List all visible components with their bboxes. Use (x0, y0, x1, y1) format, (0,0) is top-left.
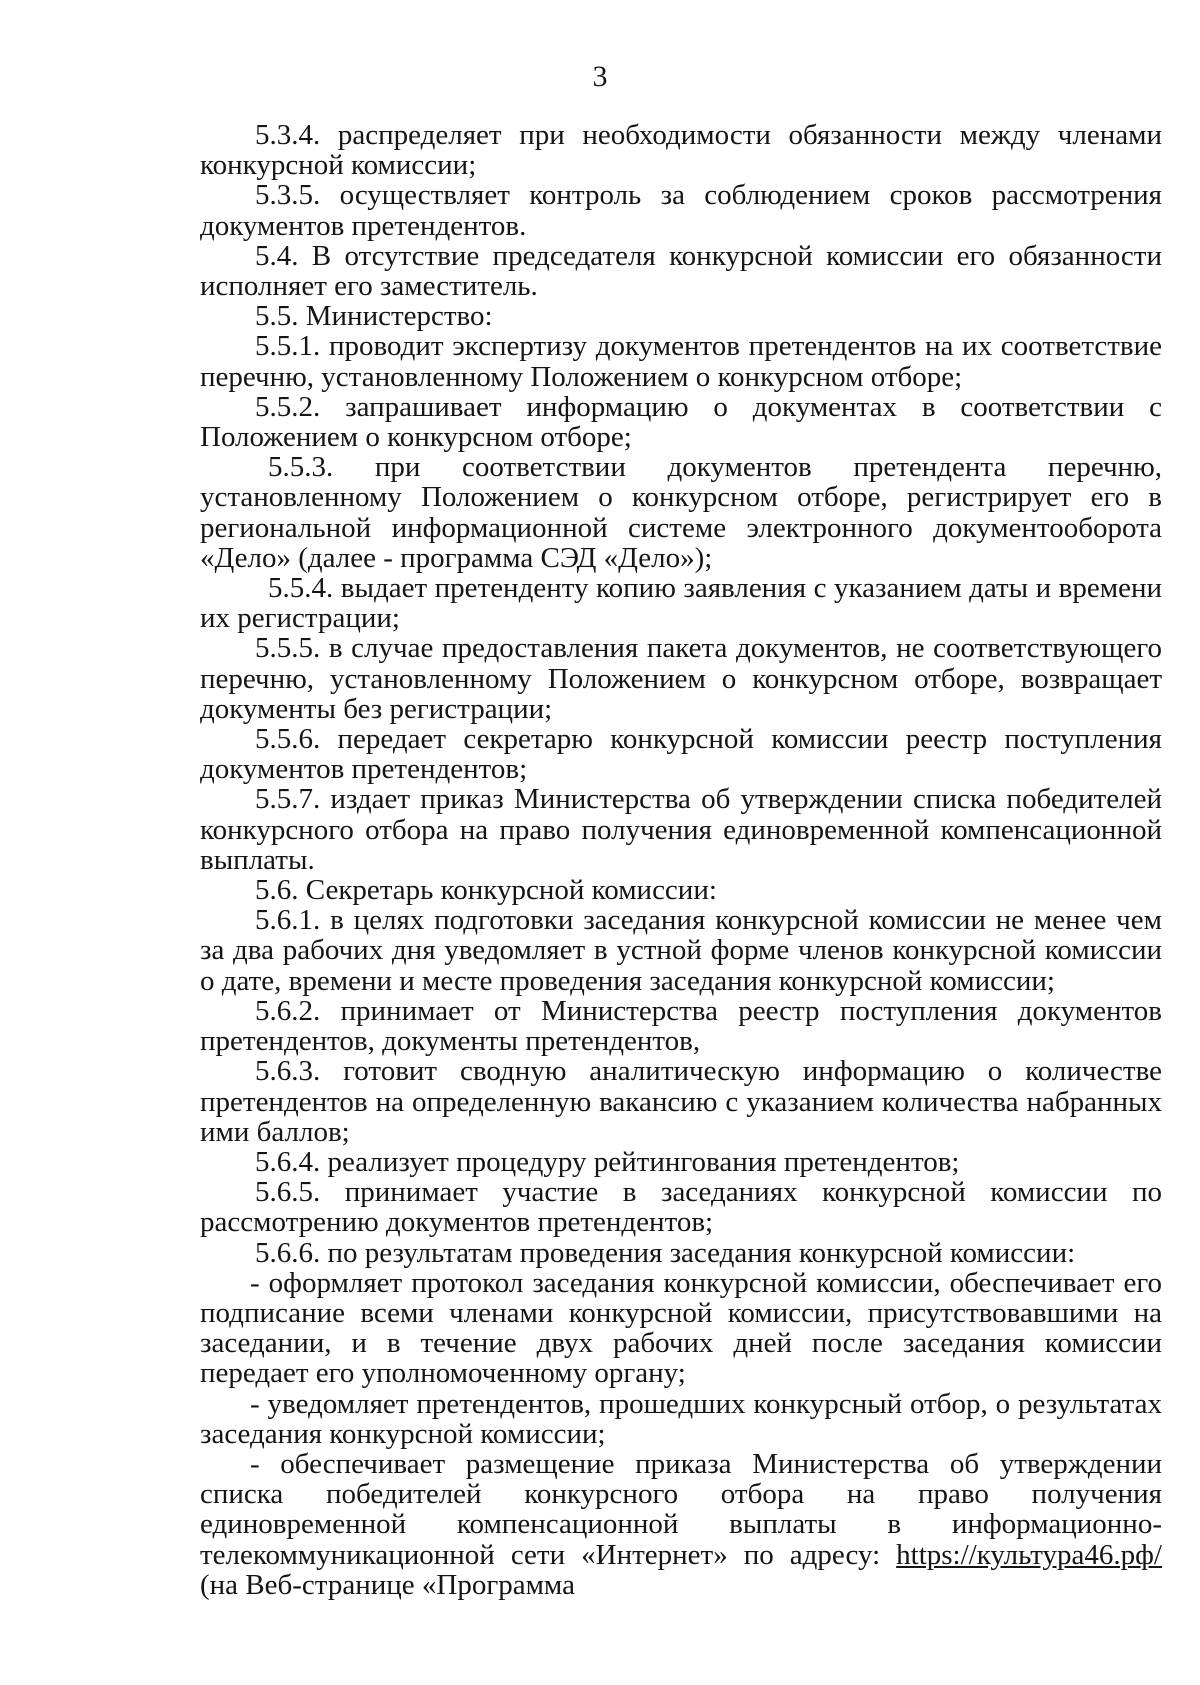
paragraph-5-3-4: 5.3.4. распределяет при необходимости обязанности между членами конкурсной комиссии; (200, 119, 1162, 182)
paragraph-5-6-2: 5.6.2. принимает от Министерства реестр поступления документов претендентов, документы претендентов, (200, 994, 1162, 1058)
paragraph-5-6: 5.6. Секретарь конкурсной комиссии: (255, 874, 717, 907)
paragraph-5-6-1: 5.6.1. в целях подготовки заседания конкурсной комиссии не менее чем за два рабочих дня уведомляет в устной форме членов конкурсной комиссии о дате, времени и месте проведения заседания конкурсной комиссии; (200, 904, 1162, 997)
paragraph-5-6-5: 5.6.5. принимает участие в заседаниях конкурсной комиссии по рассмотрению документов претендентов; (200, 1176, 1162, 1239)
website-link[interactable]: https://культура46.рф/ (896, 1538, 1162, 1571)
paragraph-5-5: 5.5. Министерство: (255, 300, 493, 333)
paragraph-protocol-item: - оформляет протокол заседания конкурсной комиссии, обеспечивает его подписание всеми членами конкурсной комиссии, присутствовавшими на заседании, и в течение двух рабочих дней после заседания комиссии передает его уполномоченному органу; (200, 1266, 1162, 1390)
publish-item-text: - обеспечивает размещение приказа Министерства об утверждении списка победителей конкурсного отбора на право получения единовременной компенсационной выплаты в информационно-телекоммуникационной сети «Интернет» по адресу: (200, 1447, 1162, 1571)
paragraph-5-5-3: 5.5.3. при соответствии документов претендента перечню, установленному Положением о конкурсном отборе, регистрирует его в региональной информационной системе электронного документооборота «Дело» (далее - программа СЭД «Дело»); (200, 451, 1162, 574)
page-number: 3 (592, 60, 608, 93)
paragraph-5-4: 5.4. В отсутствие председателя конкурсной комиссии его обязанности исполняет его заместитель. (200, 239, 1162, 303)
paragraph-notify-item: - уведомляет претендентов, прошедших конкурсный отбор, о результатах заседания конкурсной комиссии; (200, 1387, 1162, 1450)
paragraph-5-5-2: 5.5.2. запрашивает информацию о документах в соответствии с Положением о конкурсном отборе; (200, 390, 1162, 454)
paragraph-5-5-5: 5.5.5. в случае предоставления пакета документов, не соответствующего перечню, установленному Положением о конкурсном отборе, возвращает документы без регистрации; (200, 632, 1162, 725)
paragraph-5-6-4: 5.6.4. реализует процедуру рейтингования претендентов; (255, 1145, 960, 1178)
paragraph-5-5-1: 5.5.1. проводит экспертизу документов претендентов на их соответствие перечню, установленному Положением о конкурсном отборе; (200, 330, 1162, 393)
paragraph-5-5-7: 5.5.7. издает приказ Министерства об утверждении списка победителей конкурсного отбора на право получения единовременной компенсационной выплаты. (200, 783, 1162, 876)
paragraph-5-3-5: 5.3.5. осуществляет контроль за соблюдением сроков рассмотрения документов претендентов. (200, 179, 1162, 242)
publish-item-continuation: (на Веб-странице «Программа (200, 1568, 575, 1601)
document-body (200, 120, 1162, 1600)
paragraph-publish-item (200, 1449, 1162, 1600)
paragraph-5-5-6: 5.5.6. передает секретарю конкурсной комиссии реестр поступления документов претендентов; (200, 723, 1162, 786)
paragraph-5-5-4: 5.5.4. выдает претенденту копию заявления с указанием даты и времени их регистрации; (200, 572, 1162, 635)
paragraph-5-6-6: 5.6.6. по результатам проведения заседания конкурсной комиссии: (255, 1236, 1076, 1269)
paragraph-5-6-3: 5.6.3. готовит сводную аналитическую информацию о количестве претендентов на определенную вакансию с указанием количества набранных ими баллов; (200, 1055, 1162, 1148)
